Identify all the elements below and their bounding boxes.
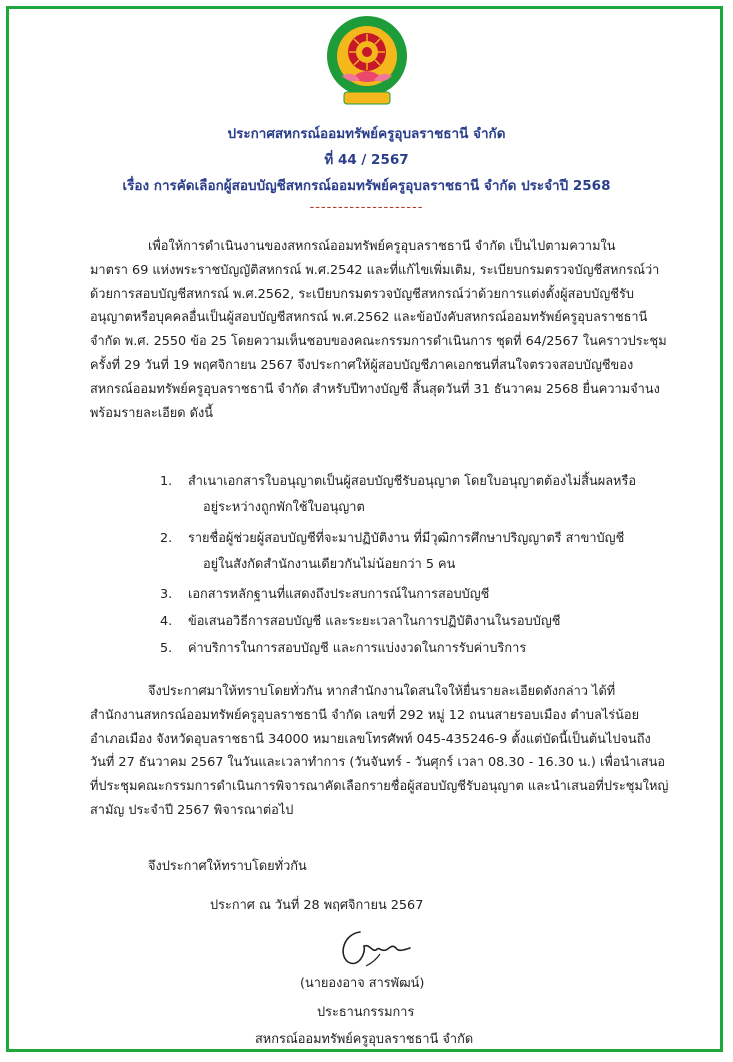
list-number: 1. bbox=[160, 474, 173, 489]
paragraph-line: มาตรา 69 แห่งพระราชบัญญัติสหกรณ์ พ.ศ.2542 และที่แก้ไขเพิ่มเติม, ระเบียบกรมตรวจบัญชีสหกรณ์ว่า bbox=[90, 262, 660, 278]
list-text: ค่าบริการในการสอบบัญชี และการแบ่งงวดในการรับค่าบริการ bbox=[188, 641, 527, 656]
signer-name: (นายองอาจ สารพัฒน์) bbox=[300, 976, 425, 991]
closing-text: จึงประกาศให้ทราบโดยทั่วกัน bbox=[148, 859, 307, 874]
list-number: 2. bbox=[160, 531, 173, 546]
list-number: 5. bbox=[160, 641, 173, 656]
paragraph-line: ครั้งที่ 29 วันที่ 19 พฤศจิกายน 2567 จึงประกาศให้ผู้สอบบัญชีภาคเอกชนที่สนใจตรวจสอบบัญชีของ bbox=[90, 357, 634, 373]
list-text: เอกสารหลักฐานที่แสดงถึงประสบการณ์ในการสอบบัญชี bbox=[188, 587, 490, 602]
signer-position: ประธานกรรมการ bbox=[317, 1005, 415, 1020]
intro-paragraph bbox=[90, 235, 670, 425]
announcement-title: ประกาศสหกรณ์ออมทรัพย์ครูอุบลราชธานี จำกัด bbox=[227, 126, 506, 142]
list-text: อยู่ในสังกัดสำนักงานเดียวกันไม่น้อยกว่า 5 คน bbox=[203, 557, 456, 572]
signer-organization: สหกรณ์ออมทรัพย์ครูอุบลราชธานี จำกัด bbox=[255, 1032, 474, 1047]
list-number: 4. bbox=[160, 614, 173, 629]
announcement-date: ประกาศ ณ วันที่ 28 พฤศจิกายน 2567 bbox=[210, 898, 424, 913]
paragraph-line: วันที่ 27 ธันวาคม 2567 ในวันและเวลาทำการ (วันจันทร์ - วันศุกร์ เวลา 08.30 - 16.30 น.) เพื่อนำเสนอ bbox=[90, 755, 666, 771]
list-text: สำเนาเอกสารใบอนุญาตเป็นผู้สอบบัญชีรับอนุญาต โดยใบอนุญาตต้องไม่สิ้นผลหรือ bbox=[188, 474, 637, 489]
paragraph-line: สำนักงานสหกรณ์ออมทรัพย์ครูอุบลราชธานี จำกัด เลขที่ 292 หมู่ 12 ถนนสายรอบเมือง ตำบลไร่น้อย bbox=[90, 707, 640, 723]
paragraph-line: อนุญาตหรือบุคคลอื่นเป็นผู้สอบบัญชีสหกรณ์ พ.ศ.2562 และข้อบังคับสหกรณ์ออมทรัพย์ครูอุบลราชธานี bbox=[90, 310, 648, 326]
announcement-number: ที่ 44 / 2567 bbox=[324, 152, 409, 168]
paragraph-line: สหกรณ์ออมทรัพย์ครูอุบลราชธานี จำกัด สำหรับปีทางบัญชี สิ้นสุดวันที่ 31 ธันวาคม 2568 ยื่นความจำนง bbox=[90, 381, 660, 397]
list-number: 3. bbox=[160, 587, 173, 602]
paragraph-line: พร้อมรายละเอียด ดังนี้ bbox=[90, 405, 213, 421]
paragraph-line: อำเภอเมือง จังหวัดอุบลราชธานี 34000 หมายเลขโทรศัพท์ 045-435246-9 ตั้งแต่บัดนี้เป็นต้นไปจนถึง bbox=[90, 731, 651, 747]
notice-paragraph bbox=[90, 680, 670, 823]
announcement-subject: เรื่อง การคัดเลือกผู้สอบบัญชีสหกรณ์ออมทรัพย์ครูอุบลราชธานี จำกัด ประจำปี 2568 bbox=[122, 178, 611, 194]
list-text: ข้อเสนอวิธีการสอบบัญชี และระยะเวลาในการปฏิบัติงานในรอบบัญชี bbox=[188, 614, 561, 629]
paragraph-line: ที่ประชุมคณะกรรมการดำเนินการพิจารณาคัดเลือกรายชื่อผู้สอบบัญชีรับอนุญาต และนำเสนอที่ประชุมใหญ่ bbox=[90, 779, 669, 795]
handwritten-signature-icon bbox=[330, 924, 430, 968]
paragraph-line: สามัญ ประจำปี 2567 พิจารณาต่อไป bbox=[90, 802, 294, 818]
paragraph-line: จำกัด พ.ศ. 2550 ข้อ 25 โดยความเห็นชอบของคณะกรรมการดำเนินการ ชุดที่ 64/2567 ในคราวประชุม bbox=[90, 334, 667, 350]
paragraph-line: จึงประกาศมาให้ทราบโดยทั่วกัน หากสำนักงานใดสนใจให้ยื่นรายละเอียดดังกล่าว ได้ที่ bbox=[148, 684, 616, 699]
cooperative-seal-icon bbox=[322, 14, 412, 106]
paragraph-line: ด้วยการสอบบัญชีสหกรณ์ พ.ศ.2562, ระเบียบกรมตรวจบัญชีสหกรณ์ว่าด้วยการแต่งตั้งผู้สอบบัญชีรับ bbox=[90, 286, 634, 302]
title-divider: -------------------- bbox=[309, 200, 424, 215]
list-text: รายชื่อผู้ช่วยผู้สอบบัญชีที่จะมาปฏิบัติงาน ที่มีวุฒิการศึกษาปริญญาตรี สาขาบัญชี bbox=[188, 531, 625, 546]
paragraph-line: เพื่อให้การดำเนินงานของสหกรณ์ออมทรัพย์ครูอุบลราชธานี จำกัด เป็นไปตามความใน bbox=[148, 239, 616, 254]
list-text: อยู่ระหว่างถูกพักใช้ใบอนุญาต bbox=[203, 500, 365, 515]
